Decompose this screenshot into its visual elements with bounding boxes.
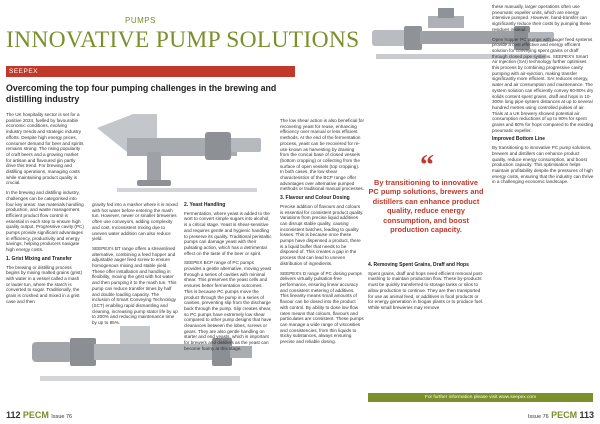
paragraph: By transitioning to innovative PC pump solutions, brewers and distillers can enhance product quality, reduce energy consumption, and boost production capacity. This optimisation helps maintain profitability despite the pressures of high energy costs, ensuring that the industry can thrive in a challenging economic landscape. bbox=[492, 145, 594, 185]
section-kicker: PUMPS bbox=[125, 16, 156, 25]
paragraph: SEEPEX BCP range of PC pumps provides a gentle alternative, moving yeast through a series of cavities with minimal shear. This preserves the yeast cells and ensures better fermentation outcomes. This is because PC pumps move the product through the pump in a series of cavities, preventing slip from the discharge back through the pump. Slip creates shear, so PC pumps have extremely low shear compared to other pump designs that have clearances between the lobes, screws or gears. They are also gentle handling on starter and end yeasts, which is important for brewers and distillers as the yeast can become foamy at this stage. bbox=[184, 260, 272, 351]
page-title: INNOVATIVE PUMP SOLUTIONS bbox=[6, 27, 360, 53]
intro-paragraph: The UK hospitality sector is set for a positive 2024, fuelled by favourable economic conditions, evolving industry trends and strategic industry efforts. Despite high energy prices, consumer demand for beer and spirits remains strong. The rising popularity of craft beers and a growing market for artisan and flavoured gin partly drive this trend. For brewing and distilling operations, managing costs while maintaining product quality is crucial. bbox=[6, 112, 84, 186]
section-heading: 3. Flavour and Colour Dosing bbox=[280, 195, 350, 202]
paragraph: The low shear action is also beneficial for recovering yeast for reuse, enhancing efficiency over manual or less efficient methods. At the end of the fermentation process, yeast can be recovered for re-use known as harvesting by draining from the conical base of closed vessels (bottom cropping) or collecting from the surface of open vessels (top cropping). In both cases, the low shear characteristics of the BCP range offer advantages over alternative pumped methods or traditional manual processes. bbox=[280, 118, 365, 192]
further-info-link[interactable]: For further information please visit www.seepex.com bbox=[368, 393, 593, 402]
issue-label: Issue 76 bbox=[51, 414, 73, 420]
paragraph: gravity fed into a masher where it is mixed with hot water before entering the mash tun. However, newer or smaller breweries often use conveyors, adding complexity and cost. Inconsistent mixing due to uneven water addition can also reduce yield. bbox=[92, 202, 178, 242]
pump-illustration-main bbox=[87, 108, 269, 198]
section-heading: 1. Grist Mixing and Transfer bbox=[6, 255, 72, 262]
article-column-1 bbox=[6, 112, 84, 309]
page-number: 113 bbox=[579, 410, 594, 420]
paragraph: Open hopper PC pumps with auger feed systems provide a cost effective and energy efficient solution for conveying spent grains or draff through closed pipe systems. SEEPEX's Smart Air Injection (SAI) technology further optimises this process by combining progressive cavity pumping with air-ejection, making transfer significantly more efficient. SAI reduces energy, water and air consumption and maintenance. The system solution can efficiently convey 60-80% dry solids content spent grains, draff and hops in 10-300m long pipe system distances at up to several hundred metres using controlled pulses of air. Trials at a UK brewery showed potential air consumption reductions of up to 90% for spent grains and 80% for hops compared to the existing pneumatic expeller. bbox=[492, 36, 594, 133]
quote-mark-icon: “ bbox=[420, 150, 434, 181]
page-footer-right bbox=[528, 410, 594, 420]
paragraph: SEEPEX's BT range offers a streamlined alternative, combining a feed hopper and adjustable auger feed screw to ensure homogenous mixing and stable yield. These offer installation and handling in flexibility, moving the grist with hot water and then pumping it to the mash tun. This pump can reduce transfer times by half and double loading capacity. The inclusion of Smart Conveying Technology (SCT) enabling rapid dismantling and cleaning, increasing pump stator life by up to 200% and reducing maintenance time by up to 85%. bbox=[92, 245, 178, 326]
magazine-name: PECM bbox=[22, 410, 49, 420]
pull-quote: By transitioning to innovative PC pump solutions, brewers and distillers can enhance product quality, reduce energy consumption, and boost production capacity. bbox=[368, 178, 484, 235]
article-subhead: Overcoming the top four pumping challenges in the brewing and distilling industry bbox=[6, 83, 277, 104]
section-heading: 2. Yeast Handling bbox=[184, 202, 226, 208]
section-bar bbox=[6, 66, 295, 77]
section-heading: Improved Bottom Line bbox=[492, 136, 546, 143]
paragraph: these manually, larger operations often use pneumatic expeller units, which are energy intensive pumped. However, hand-transfer can significantly reduce their costs by pumping these residues instead. bbox=[492, 4, 591, 32]
paragraph: Precise addition of flavours and colours is essential for consistent product quality. Variations from precise liquid additives can disrupt stable quality, causing inconsistent batches, leading to quality losses. This is because once these pumps have dispensed a product, there is a liquid buffer that needs to be disposed of. This creates a gap in the process that can lead to uneven distribution of ingredients. bbox=[280, 203, 364, 266]
page-footer-left bbox=[6, 410, 72, 420]
article-column-5 bbox=[368, 262, 484, 315]
article-column-4 bbox=[280, 118, 364, 349]
magazine-name: PECM bbox=[551, 410, 578, 420]
paragraph: Spent grains, draff and hops need efficient removal post-mashing to maintain production flow. These by-products must be quickly transferred to storage tanks or silos to allow production to continue. They are then transported for use as animal feed, or additives in food products or for energy generation in biogas plants or to produce fuel. While small breweries may remove bbox=[368, 270, 484, 310]
page-number: 112 bbox=[6, 410, 21, 420]
section-label: SEEPEX bbox=[9, 68, 39, 75]
paragraph: In the brewing and distilling industry, challenges can be categorised into four key areas: raw materials handling production, and waste management. Efficient product flow control is essential in each step to ensure high quality output. Progressive cavity (PC) pumps provide significant advantages in efficiency, productivity and energy savings, helping producers navigate high energy costs. bbox=[6, 190, 84, 253]
article-column-3 bbox=[184, 202, 272, 356]
article-column-6 bbox=[492, 4, 594, 189]
paragraph: SEEPEX's D range of PC dosing pumps delivers virtually pulsation-free performance, ensuring linear accuracy and consistent metering of additives. This linearity means small amounts of flavour can be dosed into the product with control. By ability to dose low flow rates means that colours, flavours and particulates are consistent. These pumps can manage a wide range of viscosities and consistencies, from thin liquids to sticky substances, always ensuring precise and reliable dosing. bbox=[280, 270, 364, 345]
issue-label: Issue 76 bbox=[527, 414, 549, 420]
section-heading: 4. Removing Spent Grains, Draff and Hops bbox=[368, 262, 469, 268]
paragraph: Fermentation, where yeast is added to the wort to convert simple sugars into alcohol, is a critical stage. Yeast is shear-sensitive and requires gentle and hygienic handling to preserve its quality. Traditional peristaltic pumps can damage yeast with their pulsating action, which has a detrimental effect on the taste of the beer or spirit. bbox=[184, 210, 272, 256]
paragraph: The brewing or distilling process begins by mixing malted grains (grist) with water in a vessel called a mash or lauter tun, where the starch is converted to sugar. Traditionally, the grain is crushed and mixed in a grist case and then bbox=[6, 264, 83, 304]
